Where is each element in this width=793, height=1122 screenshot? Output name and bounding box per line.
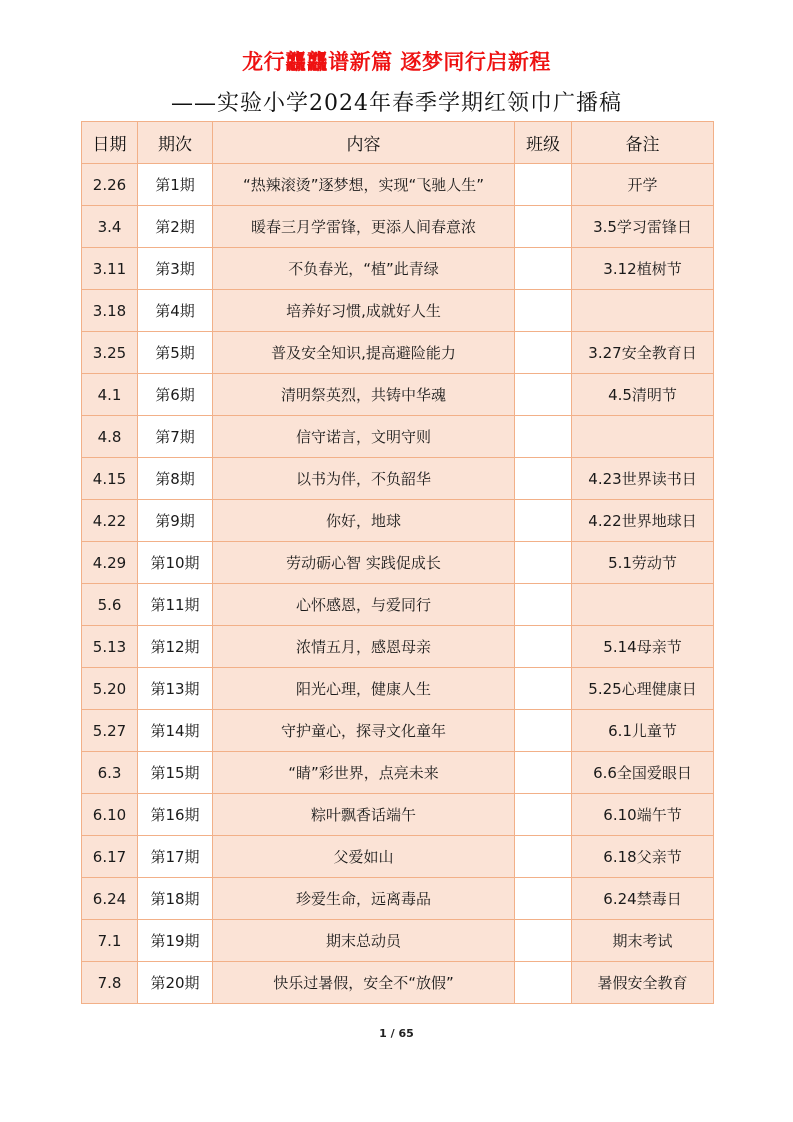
table-row [82,248,714,290]
table-row [82,164,714,206]
cell-content: 珍爱生命，远离毒品 [213,878,515,920]
cell-note: 4.23世界读书日 [572,458,714,500]
cell-date: 5.6 [82,584,138,626]
cell-content: 守护童心，探寻文化童年 [213,710,515,752]
cell-class [515,878,572,920]
cell-issue: 第11期 [138,584,213,626]
cell-issue: 第2期 [138,206,213,248]
table-row [82,290,714,332]
cell-content: 浓情五月，感恩母亲 [213,626,515,668]
cell-issue: 第8期 [138,458,213,500]
cell-class [515,752,572,794]
cell-content: “睛”彩世界，点亮未来 [213,752,515,794]
cell-issue: 第5期 [138,332,213,374]
cell-content: 快乐过暑假，安全不“放假” [213,962,515,1004]
header-note: 备注 [572,122,714,164]
cell-note: 6.1儿童节 [572,710,714,752]
cell-class [515,500,572,542]
cell-content: 劳动砺心智 实践促成长 [213,542,515,584]
cell-content: 你好，地球 [213,500,515,542]
cell-date: 6.10 [82,794,138,836]
broadcast-schedule-table [81,121,714,1004]
cell-note: 4.22世界地球日 [572,500,714,542]
cell-note: 暑假安全教育 [572,962,714,1004]
cell-date: 2.26 [82,164,138,206]
cell-class [515,794,572,836]
cell-class [515,458,572,500]
table-row [82,332,714,374]
cell-date: 5.20 [82,668,138,710]
cell-issue: 第12期 [138,626,213,668]
cell-issue: 第6期 [138,374,213,416]
cell-content: 期末总动员 [213,920,515,962]
cell-date: 5.13 [82,626,138,668]
cell-note [572,416,714,458]
cell-date: 6.3 [82,752,138,794]
cell-content: 心怀感恩，与爱同行 [213,584,515,626]
table-row [82,206,714,248]
table-row [82,710,714,752]
cell-note: 5.14母亲节 [572,626,714,668]
cell-content: 父爱如山 [213,836,515,878]
cell-class [515,374,572,416]
cell-content: “热辣滚烫”逐梦想，实现“飞驰人生” [213,164,515,206]
cell-note [572,290,714,332]
cell-class [515,836,572,878]
cell-class [515,584,572,626]
cell-content: 普及安全知识,提高避险能力 [213,332,515,374]
cell-date: 4.1 [82,374,138,416]
cell-note: 3.12植树节 [572,248,714,290]
cell-issue: 第1期 [138,164,213,206]
cell-issue: 第20期 [138,962,213,1004]
header-issue: 期次 [138,122,213,164]
cell-date: 3.4 [82,206,138,248]
cell-class [515,332,572,374]
cell-issue: 第18期 [138,878,213,920]
table-row [82,962,714,1004]
cell-issue: 第10期 [138,542,213,584]
cell-class [515,710,572,752]
cell-content: 不负春光，“植”此青绿 [213,248,515,290]
cell-issue: 第4期 [138,290,213,332]
cell-issue: 第16期 [138,794,213,836]
cell-date: 4.15 [82,458,138,500]
header-date: 日期 [82,122,138,164]
cell-issue: 第17期 [138,836,213,878]
cell-note: 6.6全国爱眼日 [572,752,714,794]
cell-date: 4.22 [82,500,138,542]
document-subtitle: ——实验小学2024年春季学期红领巾广播稿 [171,91,622,116]
cell-issue: 第15期 [138,752,213,794]
table-row [82,374,714,416]
cell-note: 期末考试 [572,920,714,962]
header-class: 班级 [515,122,572,164]
cell-note [572,584,714,626]
cell-content: 粽叶飘香话端午 [213,794,515,836]
table-row [82,416,714,458]
cell-class [515,416,572,458]
table-row [82,500,714,542]
cell-note: 4.5清明节 [572,374,714,416]
cell-issue: 第14期 [138,710,213,752]
cell-date: 3.25 [82,332,138,374]
table-row [82,794,714,836]
cell-date: 7.8 [82,962,138,1004]
cell-date: 5.27 [82,710,138,752]
cell-content: 清明祭英烈，共铸中华魂 [213,374,515,416]
table-row [82,542,714,584]
table-row [82,878,714,920]
cell-note: 开学 [572,164,714,206]
table-header-row [82,122,714,164]
cell-note: 5.25心理健康日 [572,668,714,710]
cell-class [515,542,572,584]
cell-note: 3.27安全教育日 [572,332,714,374]
cell-class [515,206,572,248]
cell-date: 3.18 [82,290,138,332]
cell-class [515,164,572,206]
cell-content: 暖春三月学雷锋，更添人间春意浓 [213,206,515,248]
cell-class [515,626,572,668]
cell-class [515,290,572,332]
cell-content: 培养好习惯,成就好人生 [213,290,515,332]
document-title: 龙行龘龘谱新篇 逐梦同行启新程 [242,50,551,74]
table-body [82,164,714,1004]
table-row [82,668,714,710]
cell-content: 信守诺言，文明守则 [213,416,515,458]
cell-issue: 第9期 [138,500,213,542]
cell-date: 3.11 [82,248,138,290]
table-row [82,584,714,626]
cell-issue: 第13期 [138,668,213,710]
cell-content: 阳光心理，健康人生 [213,668,515,710]
table-row [82,752,714,794]
cell-issue: 第19期 [138,920,213,962]
cell-issue: 第3期 [138,248,213,290]
table-row [82,920,714,962]
cell-date: 4.8 [82,416,138,458]
table-row [82,836,714,878]
cell-class [515,668,572,710]
cell-note: 3.5学习雷锋日 [572,206,714,248]
cell-date: 7.1 [82,920,138,962]
cell-class [515,920,572,962]
table-row [82,626,714,668]
cell-note: 6.10端午节 [572,794,714,836]
cell-note: 5.1劳动节 [572,542,714,584]
cell-class [515,248,572,290]
page-number: 1 / 65 [379,1027,414,1040]
cell-date: 6.24 [82,878,138,920]
cell-date: 6.17 [82,836,138,878]
table-row [82,458,714,500]
cell-note: 6.24禁毒日 [572,878,714,920]
cell-content: 以书为伴，不负韶华 [213,458,515,500]
header-content: 内容 [213,122,515,164]
cell-note: 6.18父亲节 [572,836,714,878]
cell-class [515,962,572,1004]
cell-date: 4.29 [82,542,138,584]
cell-issue: 第7期 [138,416,213,458]
